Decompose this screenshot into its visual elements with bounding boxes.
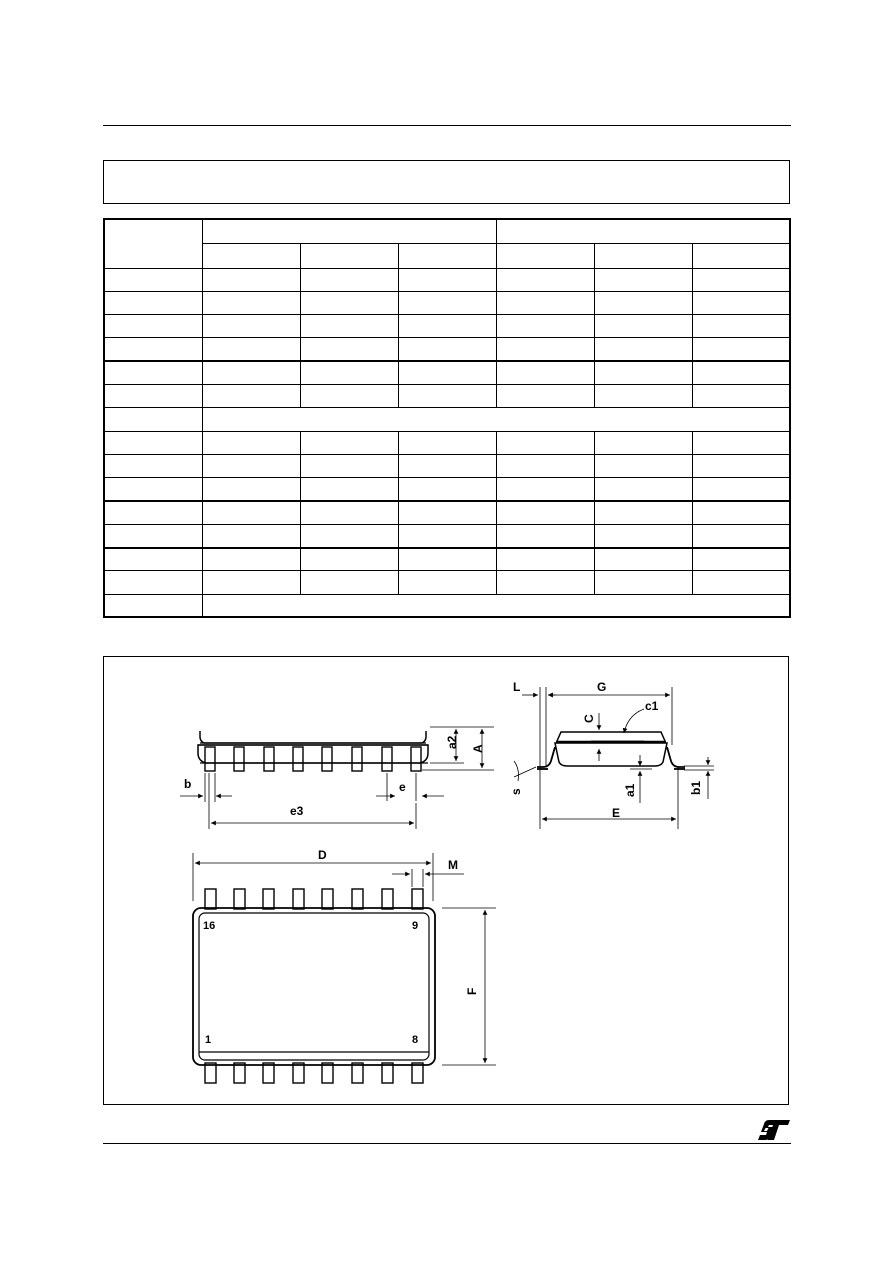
end-view bbox=[537, 732, 685, 769]
table-row-merged bbox=[104, 594, 790, 617]
label-M: M bbox=[448, 858, 458, 872]
side-view bbox=[198, 731, 428, 771]
table-row bbox=[104, 431, 790, 454]
header-min-mm bbox=[202, 244, 300, 269]
table-row bbox=[104, 338, 790, 361]
header-typ-mm bbox=[300, 244, 398, 269]
label-e: e bbox=[399, 780, 406, 794]
table-row bbox=[104, 454, 790, 477]
table-row bbox=[104, 571, 790, 594]
header-typ-inch bbox=[594, 244, 692, 269]
header-max-mm bbox=[398, 244, 496, 269]
label-D: D bbox=[318, 848, 327, 862]
label-a2: a2 bbox=[445, 735, 459, 749]
header-dim-cell bbox=[104, 219, 202, 268]
header-max-inch bbox=[692, 244, 790, 269]
table-header-row-1 bbox=[104, 219, 790, 244]
label-e3: e3 bbox=[290, 804, 304, 818]
st-logo-icon bbox=[757, 1119, 791, 1141]
table-row bbox=[104, 361, 790, 384]
top-view bbox=[193, 889, 435, 1083]
table-title-box bbox=[103, 160, 790, 204]
label-b1: b1 bbox=[689, 780, 703, 795]
table-row bbox=[104, 501, 790, 524]
label-L: L bbox=[513, 680, 521, 694]
footer-rule bbox=[103, 1143, 791, 1144]
table-row bbox=[104, 524, 790, 547]
package-drawing-box bbox=[103, 656, 789, 1105]
label-E: E bbox=[612, 806, 621, 820]
table-row bbox=[104, 291, 790, 314]
pin-label-9: 9 bbox=[412, 920, 419, 932]
header-inch-cell bbox=[496, 219, 790, 244]
package-drawing bbox=[104, 657, 788, 1104]
pin-label-16: 16 bbox=[203, 920, 216, 932]
table-row bbox=[104, 548, 790, 571]
label-c1: c1 bbox=[645, 699, 659, 713]
label-F: F bbox=[465, 987, 479, 995]
label-A: A bbox=[471, 744, 485, 753]
label-b: b bbox=[184, 777, 192, 791]
table-row-merged bbox=[104, 408, 790, 431]
table-header-row-2 bbox=[104, 244, 790, 269]
header-mm-cell bbox=[202, 219, 496, 244]
label-C: C bbox=[582, 714, 596, 723]
pin-label-1: 1 bbox=[205, 1034, 212, 1046]
label-s: s bbox=[509, 788, 523, 795]
table-row bbox=[104, 268, 790, 291]
header-min-inch bbox=[496, 244, 594, 269]
label-G: G bbox=[597, 680, 607, 694]
pin-label-8: 8 bbox=[412, 1034, 419, 1046]
label-a1: a1 bbox=[623, 783, 637, 797]
table-row bbox=[104, 315, 790, 338]
table-row bbox=[104, 478, 790, 501]
dimensions-table bbox=[103, 218, 791, 618]
header-rule bbox=[103, 125, 791, 126]
table-row bbox=[104, 384, 790, 407]
